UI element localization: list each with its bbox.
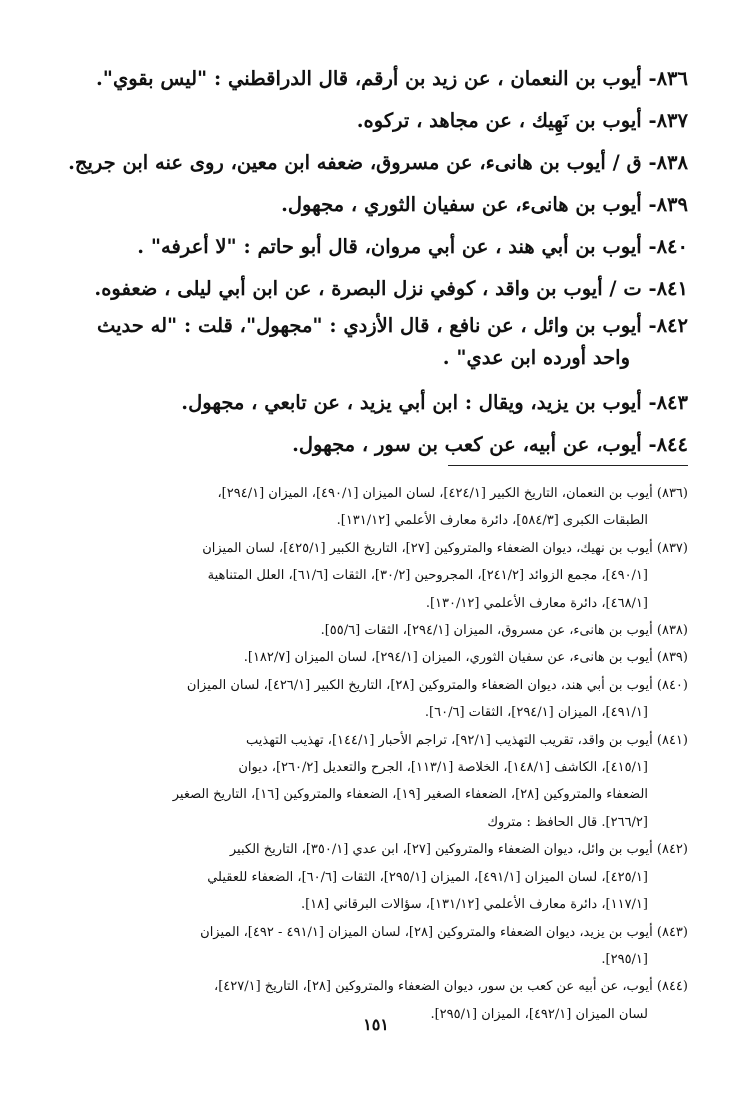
footnote-839: [56, 644, 688, 671]
footnote-line: [٤٩٠/١]، مجمع الزوائد [٢٤١/٢]، المجروحين [٣٠/٢]، الثقات [٦١/٦]، العلل المتناهية: [207, 568, 648, 584]
entry-text-continued: واحد أورده ابن عدي" .: [442, 346, 630, 369]
entry-number: ٨٤٣-: [648, 391, 688, 414]
entry-843: [56, 382, 688, 424]
footnote-number: (٨٤٤): [656, 979, 688, 995]
entry-840: [56, 226, 688, 268]
footnote-line: أيوب بن هانىء، عن مسروق، الميزان [٢٩٤/١]، الثقات [٥٥/٦].: [320, 623, 653, 639]
footnote-number: (٨٣٨): [656, 623, 688, 639]
entry-836: [56, 58, 688, 100]
entry-number: ٨٤٠-: [648, 235, 688, 258]
footnote-line: أيوب بن وائل، ديوان الضعفاء والمتروكين [٢٧]، ابن عدي [٣٥٠/١]، التاريخ الكبير: [229, 842, 653, 858]
footnote-line: [٤٢٥/١]، لسان الميزان [٤٩١/١]، الميزان [٢٩٥/١]، الثقات [٦٠/٦]، الضعفاء للعقيلي: [207, 869, 648, 885]
footnote-line: لسان الميزان [٤٩٢/١]، الميزان [٢٩٥/١].: [430, 1006, 648, 1022]
entry-838: [56, 142, 688, 184]
entry-text: ت / أيوب بن واقد ، كوفي نزل البصرة ، عن ابن أبي ليلى ، ضعفوه.: [94, 277, 642, 300]
entry-842: [56, 310, 688, 374]
entry-number: ٨٣٧-: [648, 109, 688, 132]
footnote-842: [56, 836, 688, 918]
entry-number: ٨٤١-: [648, 277, 688, 300]
entries-list: [56, 58, 688, 466]
entry-text: أيوب، عن أبيه، عن كعب بن سور ، مجهول.: [292, 433, 642, 456]
footnote-line: أيوب بن واقد، تقريب التهذيب [٩٢/١]، تراجم الأحبار [١٤٤/١]، تهذيب التهذيب: [245, 732, 653, 748]
footnote-number: (٨٤١): [656, 732, 688, 748]
footnote-divider: [448, 465, 688, 466]
page-number: ١٥١: [363, 1015, 389, 1034]
entry-number: ٨٣٩-: [648, 193, 688, 216]
footnote-line: [٤٦٨/١]، دائرة معارف الأعلمي [١٣٠/١٢].: [425, 595, 648, 611]
entry-841: [56, 268, 688, 310]
footnote-number: (٨٤٣): [656, 924, 688, 940]
entry-text: أيوب بن يزيد، ويقال : ابن أبي يزيد ، عن تابعي ، مجهول.: [181, 391, 642, 414]
footnote-line: [٢٩٥/١].: [601, 951, 648, 967]
entry-839: [56, 184, 688, 226]
footnote-line: أيوب، عن أبيه عن كعب بن سور، ديوان الضعفاء والمتروكين [٢٨]، التاريخ [٤٢٧/١]،: [214, 979, 653, 995]
footnote-838: [56, 617, 688, 644]
entry-number: ٨٤٤-: [648, 433, 688, 456]
footnote-line: الضعفاء والمتروكين [٢٨]، الضعفاء الصغير [١٩]، الضعفاء والمتروكين [١٦]، التاريخ الصغير: [172, 787, 648, 803]
entry-837: [56, 100, 688, 142]
footnote-line: [٤١٥/١]، الكاشف [١٤٨/١]، الخلاصة [١١٣/١]، الجرح والتعديل [٢٦٠/٢]، ديوان: [238, 760, 648, 776]
footnote-number: (٨٣٧): [656, 540, 688, 556]
footnote-840: [56, 672, 688, 727]
footnote-line: أيوب بن يزيد، ديوان الضعفاء والمتروكين [٢٨]، لسان الميزان [٤٩١/١ - ٤٩٢]، الميزان: [200, 924, 653, 940]
footnote-line: الطبقات الكبرى [٥٨٤/٣]، دائرة معارف الأعلمي [١٣١/١٢].: [336, 513, 648, 529]
entry-text: أيوب بن وائل ، عن نافع ، قال الأزدي : "مجهول"، قلت : "له حديث: [96, 314, 642, 337]
footnote-number: (٨٣٩): [656, 650, 688, 666]
entry-number: ٨٣٦-: [648, 67, 688, 90]
footnote-843: [56, 919, 688, 974]
entry-text: أيوب بن هانىء، عن سفيان الثوري ، مجهول.: [281, 193, 642, 216]
footnote-line: أيوب بن النعمان، التاريخ الكبير [٤٢٤/١]، لسان الميزان [٤٩٠/١]، الميزان [٢٩٤/١]،: [217, 486, 653, 501]
footnote-line: أيوب بن هانىء، عن سفيان الثوري، الميزان [٢٩٤/١]، لسان الميزان [١٨٢/٧].: [243, 650, 653, 666]
footnote-line: [٤٩١/١]، الميزان [٢٩٤/١]، الثقات [٦٠/٦].: [424, 705, 648, 721]
entry-text: أيوب بن النعمان ، عن زيد بن أرقم، قال الدراقطني : "ليس بقوي".: [96, 67, 642, 90]
entry-text: أيوب بن أبي هند ، عن أبي مروان، قال أبو حاتم : "لا أعرفه" .: [137, 235, 642, 258]
footnote-line: [١١٧/١]، دائرة معارف الأعلمي [١٣١/١٢]، سؤالات البرقاني [١٨].: [300, 897, 648, 913]
footnote-line: أيوب بن نهيك، ديوان الضعفاء والمتروكين [٢٧]، التاريخ الكبير [٤٢٥/١]، لسان الميزان: [202, 540, 653, 556]
entry-number: ٨٤٢-: [648, 314, 688, 337]
footnote-number: (٨٤٢): [656, 842, 688, 858]
footnote-836: [56, 480, 688, 535]
entry-844: [56, 424, 688, 466]
entry-number: ٨٣٨-: [648, 151, 688, 174]
footnote-line: [٢٦٦/٢]. قال الحافظ : متروك: [487, 814, 648, 830]
footnote-number: (٨٤٠): [656, 677, 688, 693]
footnotes-list: [56, 480, 688, 1028]
entry-text: ق / أيوب بن هانىء، عن مسروق، ضعفه ابن معين، روى عنه ابن جريج.: [68, 151, 642, 174]
footnote-line: أيوب بن أبي هند، ديوان الضعفاء والمتروكين [٢٨]، التاريخ الكبير [٤٢٦/١]، لسان الميزان: [186, 677, 653, 693]
footnote-837: [56, 535, 688, 617]
footnote-841: [56, 727, 688, 837]
footnote-number: (٨٣٦): [656, 486, 688, 501]
entry-text: أيوب بن نَهِيك ، عن مجاهد ، تركوه.: [356, 109, 642, 132]
